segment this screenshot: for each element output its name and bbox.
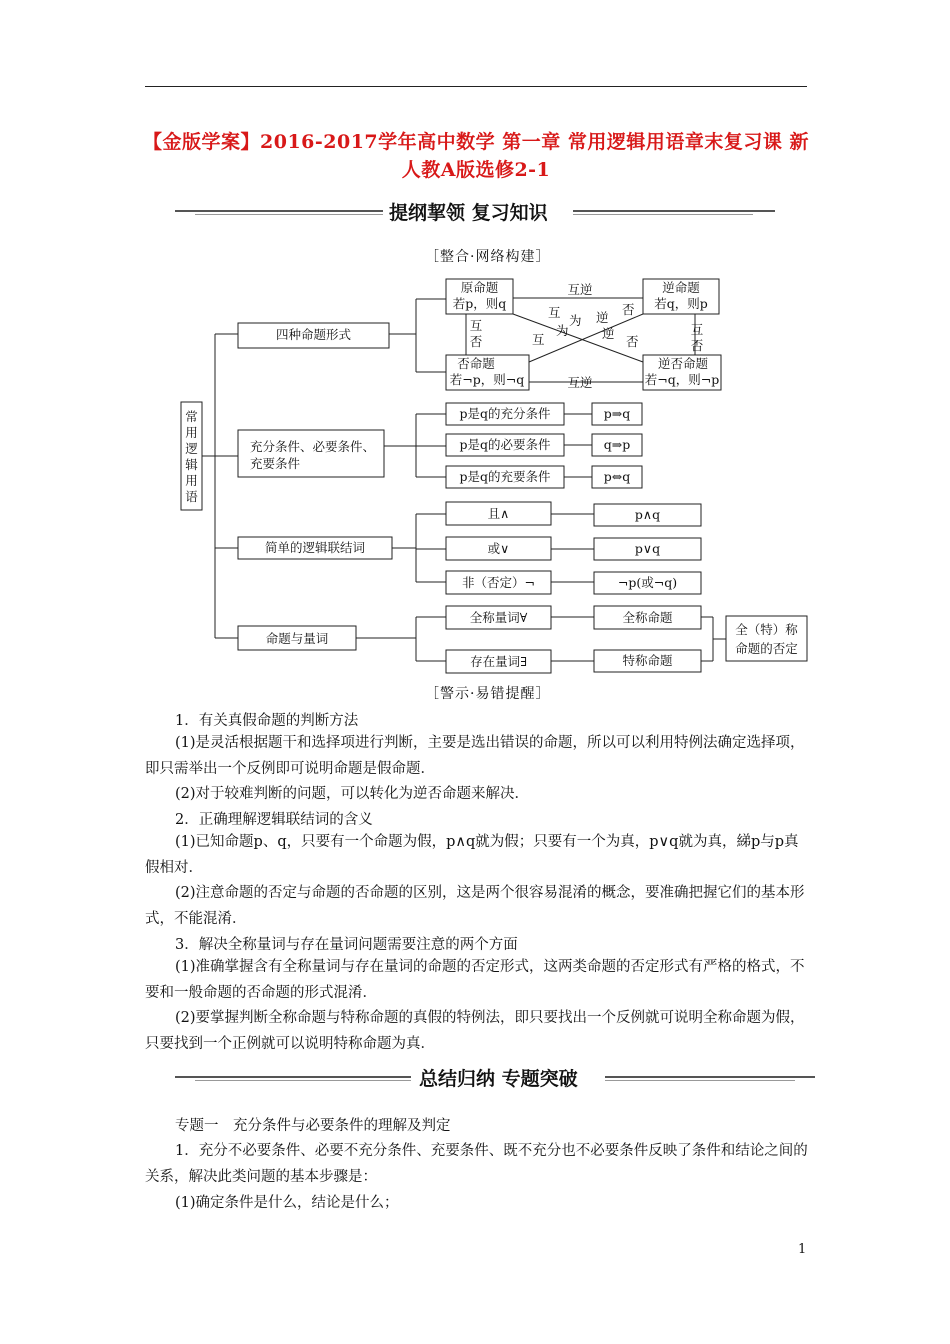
sufficient-symbol: p⇒q <box>603 406 631 421</box>
cross-label: 互 <box>532 332 545 347</box>
inverse-prop-label: 否命题 <box>457 356 495 371</box>
or-label: 或∨ <box>487 541 510 556</box>
branch-label: 四种命题形式 <box>275 327 352 342</box>
existential-prop-label: 特称命题 <box>622 653 673 668</box>
contrapositive-prop-form: 若¬q，则¬p <box>644 372 720 387</box>
subheading-network: ［整合·网络构建］ <box>425 249 551 265</box>
paragraph: (1)准确掌握含有全称量词与存在量词的命题的否定形式，这两类命题的否定形式有严格的格式，不要和一般命题的否命题的形式混淆． <box>145 959 805 1001</box>
iff-label: p是q的充要条件 <box>459 469 551 484</box>
cross-label: 互 <box>548 305 561 320</box>
mutual-neg-right: 互 <box>690 322 704 337</box>
branch1-connector <box>389 299 446 372</box>
mutual-converse-top: 互逆 <box>567 282 593 297</box>
cross-label: 否 <box>626 334 639 349</box>
banner-title: 提纲挈领 复习知识 <box>389 202 548 224</box>
branch4-links <box>551 617 594 661</box>
paragraph: (2)要掌握判断全称命题与特称命题的真假的特例法，即只要找出一个反例就可说明全称命题为假，只要找到一个正例就可以说明特称命题为真． <box>145 1010 805 1052</box>
cross-label: 逆 <box>602 326 615 341</box>
document-title: 【金版学案】2016-2017学年高中数学 第一章 常用逻辑用语章末复习课 新人教A版选修2-1 <box>143 131 809 181</box>
branch2-links <box>564 414 592 477</box>
negation-connector <box>701 617 726 661</box>
root-char: 逻 <box>185 441 198 456</box>
page-number: 1 <box>798 1242 807 1257</box>
section-heading: 1．有关真假命题的判断方法 <box>175 713 359 729</box>
root-char: 用 <box>185 473 198 488</box>
mutual-neg-left: 互 <box>469 318 483 333</box>
branch3-connector <box>392 514 446 582</box>
root-char: 语 <box>185 489 198 504</box>
cross-label: 否 <box>622 302 635 317</box>
negation-label: 命题的否定 <box>735 641 798 656</box>
root-char: 常 <box>185 409 198 424</box>
sufficient-label: p是q的充分条件 <box>459 406 551 421</box>
converse-prop-label: 逆命题 <box>662 280 700 295</box>
section-heading: 3．解决全称量词与存在量词问题需要注意的两个方面 <box>175 937 518 953</box>
paragraph: 1．充分不必要条件、必要不充分条件、充要条件、既不充分也不必要条件反映了条件和结论之间的关系，解决此类问题的基本步骤是： <box>145 1143 808 1185</box>
section-banner-1 <box>175 198 775 224</box>
universal-prop-label: 全称命题 <box>622 610 673 625</box>
branch-label: 充要条件 <box>250 456 301 471</box>
or-symbol: p∨q <box>634 541 661 556</box>
root-char: 辑 <box>185 457 198 472</box>
negation-label: 全（特）称 <box>735 622 798 637</box>
paragraph: (2)对于较难判断的问题，可以转化为逆否命题来解决． <box>175 786 530 802</box>
inverse-prop-form: 若¬p，则¬q <box>449 372 525 387</box>
paragraph: (1)是灵活根据题干和选择项进行判断，主要是选出错误的命题，所以可以利用特例法确定选择项，即只需举出一个反例即可说明命题是假命题． <box>145 735 805 777</box>
contrapositive-prop-label: 逆否命题 <box>657 356 709 371</box>
iff-symbol: p⇔q <box>603 469 631 484</box>
section-banner-2 <box>175 1064 815 1090</box>
trunk-connector <box>202 334 238 638</box>
not-symbol: ¬p(或¬q) <box>617 575 678 590</box>
branch-label: 命题与量词 <box>265 631 329 646</box>
mutual-neg-right: 否 <box>690 338 704 353</box>
original-prop-label: 原命题 <box>460 280 499 295</box>
subheading-warnings: ［警示·易错提醒］ <box>425 686 551 702</box>
cross-label: 为 <box>569 313 582 328</box>
existential-quantifier-label: 存在量词∃ <box>470 654 527 669</box>
not-label: 非（否定）¬ <box>462 575 535 590</box>
cross-label: 为 <box>556 323 569 338</box>
and-symbol: p∧q <box>634 507 661 522</box>
mutual-converse-bottom: 互逆 <box>567 375 593 390</box>
branch2-connector <box>384 414 446 477</box>
topic-heading: 专题一 充分条件与必要条件的理解及判定 <box>175 1118 451 1134</box>
universal-quantifier-label: 全称量词∀ <box>469 610 528 625</box>
necessary-label: p是q的必要条件 <box>459 437 551 452</box>
branch-label: 简单的逻辑联结词 <box>264 540 366 555</box>
mutual-neg-left: 否 <box>469 334 483 349</box>
branch4-connector <box>356 617 446 661</box>
necessary-symbol: q⇒p <box>603 437 631 452</box>
header-rule <box>145 86 807 87</box>
cross-label: 逆 <box>596 310 609 325</box>
paragraph: (1)已知命题p、q，只要有一个命题为假，p∧q就为假；只要有一个为真，p∨q就为真，綈p与p真假相对． <box>145 834 799 876</box>
section-heading: 2．正确理解逻辑联结词的含义 <box>175 812 373 828</box>
and-label: 且∧ <box>487 506 510 521</box>
converse-prop-form: 若q，则p <box>654 296 708 311</box>
paragraph: (2)注意命题的否定与命题的否命题的区别，这是两个很容易混淆的概念，要准确把握它们的基本形式，不能混淆． <box>145 885 805 927</box>
branch-label: 充分条件、必要条件、 <box>250 439 376 454</box>
concept-diagram <box>170 272 820 674</box>
banner-title: 总结归纳 专题突破 <box>419 1068 578 1090</box>
branch3-links <box>551 514 594 582</box>
root-char: 用 <box>185 425 198 440</box>
original-prop-form: 若p，则q <box>452 296 507 311</box>
paragraph: (1)确定条件是什么，结论是什么； <box>175 1195 399 1211</box>
